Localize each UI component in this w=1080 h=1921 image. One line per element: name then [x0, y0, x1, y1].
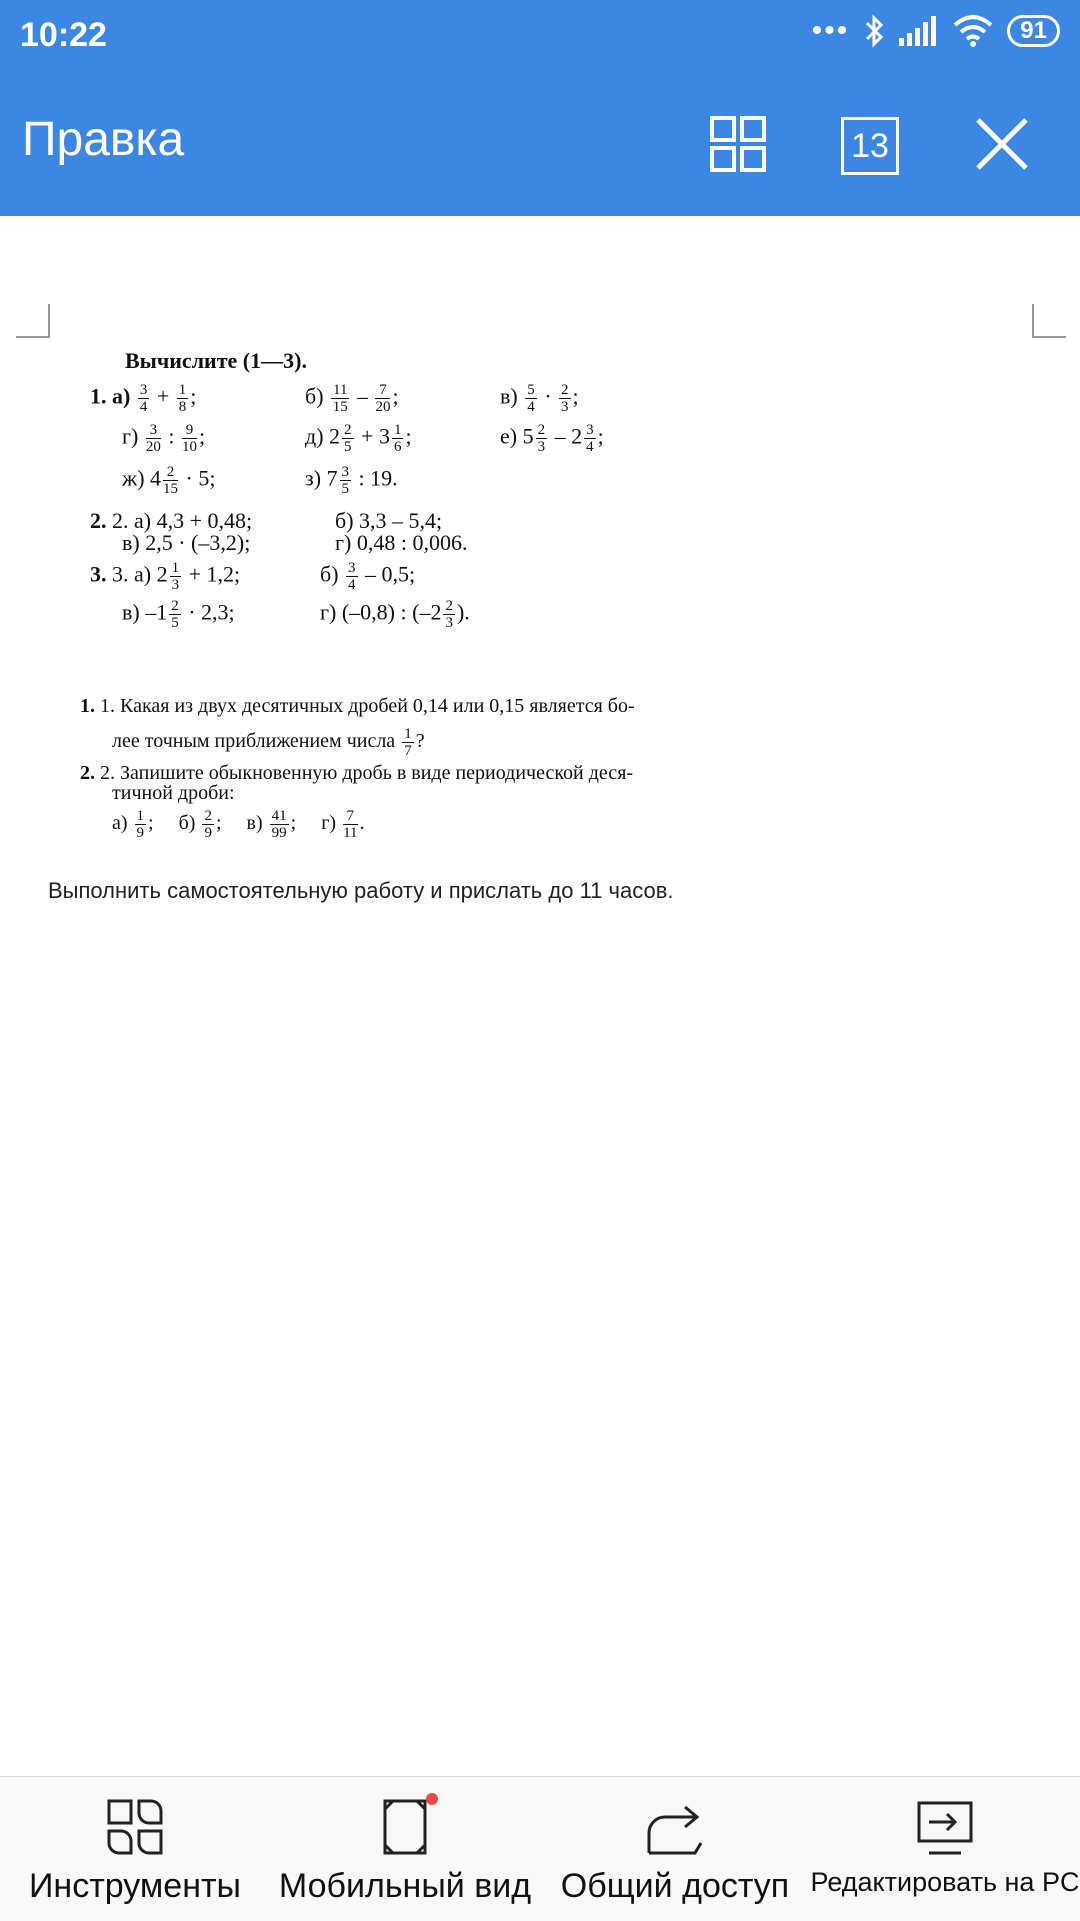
ex2-b: б) 3,3 – 5,4;: [335, 508, 443, 533]
task2-line1: 2. 2. Запишите обыкновенную дробь в виде периодической деся-: [80, 762, 634, 784]
ex2-g: г) 0,48 : 0,006.: [335, 530, 468, 555]
share-icon: [643, 1797, 707, 1857]
status-icons: [812, 14, 1060, 48]
ex3-a: 3. 3. а) 2 $\frac{1}{3}$ + 1,2;: [90, 560, 241, 593]
close-icon[interactable]: [970, 112, 1034, 176]
ex3-b: б) $\frac{3}{4}$ – 0,5;: [320, 560, 416, 593]
tools-button[interactable]: [0, 1777, 270, 1921]
task1-line1: 1. 1. Какая из двух десятичных дробей 0,14 или 0,15 является бо-: [80, 695, 635, 717]
page-count-button[interactable]: 13: [841, 117, 899, 175]
ex1-d: д) 2 $\frac{2}{5}$ + 3 $\frac{1}{6}$ ;: [305, 422, 412, 455]
tools-icon: [105, 1797, 165, 1857]
page-title: Правка: [22, 113, 185, 166]
tools-label: Инструменты: [28, 1867, 241, 1905]
ex1-zh: ж) 4 $\frac{2}{15}$ · 5;: [122, 464, 216, 497]
ex1-z: з) 7 $\frac{3}{5}$ : 19.: [305, 464, 398, 497]
ex1-g: г) $\frac{3}{20}$ : $\frac{9}{10}$ ;: [122, 422, 206, 455]
edit-on-pc-label: Редактировать на PC: [810, 1867, 1080, 1897]
bluetooth-icon: [863, 14, 885, 48]
task1-line2: лее точным приближением числа $\frac{1}{7}$ ?: [112, 726, 425, 759]
mobile-view-label: Мобильный вид: [278, 1867, 532, 1905]
page-corner-right: [1032, 304, 1066, 338]
page-corner-left: [16, 304, 50, 338]
share-button[interactable]: [540, 1777, 810, 1921]
monitor-icon: [915, 1797, 975, 1857]
ex1-b: б) $\frac{11}{15}$ – $\frac{7}{20}$ ;: [305, 382, 399, 415]
ex2-a: 2. 2. а) 4,3 + 0,48;: [90, 508, 253, 533]
doc-heading: Вычислите (1—3).: [125, 348, 307, 373]
status-time: 10:22: [20, 16, 107, 54]
grid-view-icon[interactable]: [706, 112, 770, 176]
notification-dot: [426, 1793, 438, 1805]
document-image: [70, 330, 770, 850]
ex1-a: 1. а) $\frac{3}{4}$ + $\frac{1}{8}$ ;: [90, 382, 197, 415]
top-app-bar: [0, 0, 1080, 216]
task2-line2: тичной дроби:: [112, 782, 235, 804]
battery-indicator: 91: [1007, 15, 1060, 47]
task2-options: а) $\frac{1}{9}$ ; б) $\frac{2}{9}$ ; в) $\frac{41}{99}$ ; г) $\frac{7}{11}$ .: [112, 808, 365, 841]
share-label: Общий доступ: [560, 1867, 790, 1905]
mobile-view-icon: [375, 1797, 435, 1857]
cellular-signal-icon: [899, 16, 939, 46]
bottom-toolbar: [0, 1776, 1080, 1921]
more-notifications-icon: •••: [811, 14, 850, 47]
edit-on-pc-button[interactable]: [810, 1777, 1080, 1921]
ex2-v: в) 2,5 · (–3,2);: [122, 530, 251, 555]
ex1-e: е) 5 $\frac{2}{3}$ – 2 $\frac{3}{4}$ ;: [500, 422, 604, 455]
ex3-v: в) –1 $\frac{2}{5}$ · 2,3;: [122, 598, 235, 631]
task-note: Выполнить самостоятельную работу и прислать до 11 часов.: [48, 878, 674, 903]
mobile-view-button[interactable]: [270, 1777, 540, 1921]
wifi-icon: [953, 15, 993, 47]
ex3-g: г) (–0,8) : (–2 $\frac{2}{3}$ ).: [320, 598, 470, 631]
ex1-v: в) $\frac{5}{4}$ · $\frac{2}{3}$ ;: [500, 382, 579, 415]
